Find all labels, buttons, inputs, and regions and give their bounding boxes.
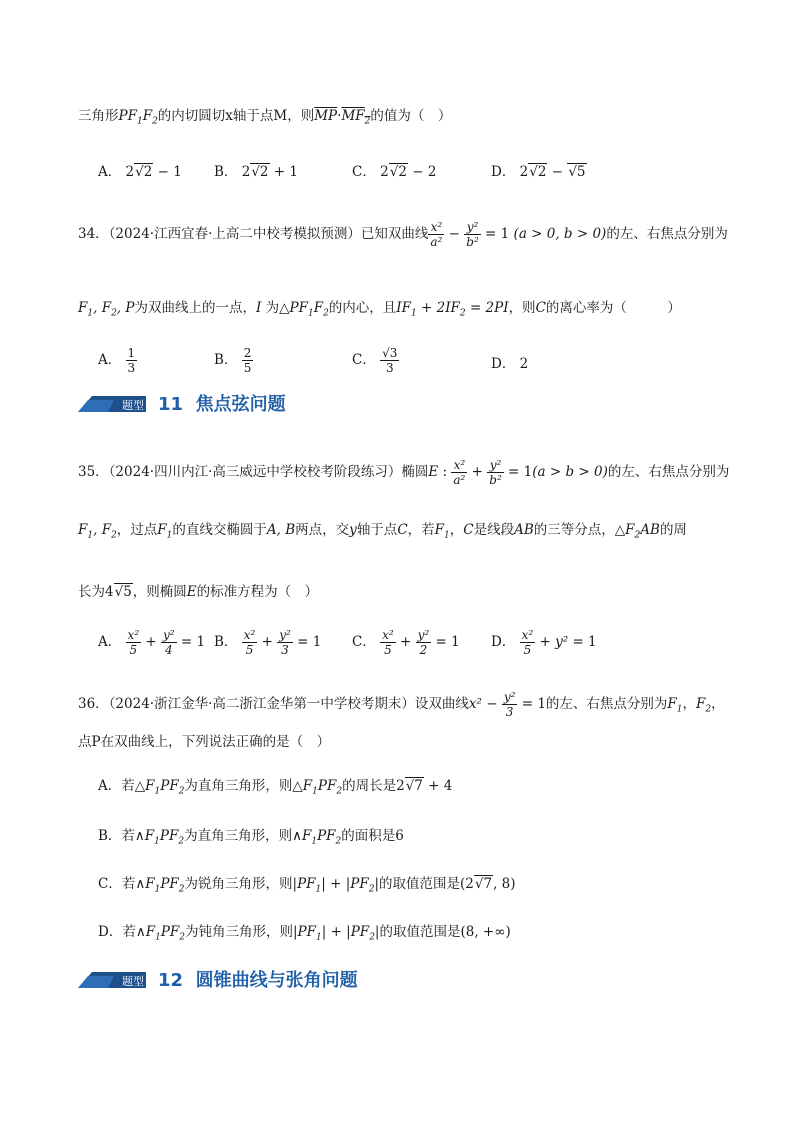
q34-option-a[interactable]: A． $\frac{1}{3}$ — [98, 346, 136, 375]
section-tag-icon — [78, 972, 146, 988]
q33-stem: 三角形$PF_1F_2$的内切圆切x轴于点M，则$\overline{MP}\cdot MF_2$的值为（ ） — [78, 108, 452, 127]
q33-option-c[interactable]: C． 2√2 − 2 — [352, 164, 437, 180]
q35-option-a[interactable]: A． $\frac{\text{x²}}{5}$ + $\frac{\text{y²}}{4}$ = 1 — [98, 628, 206, 657]
svg-text:题型: 题型 — [122, 975, 144, 988]
q33-options — [98, 160, 738, 182]
svg-text:题型: 题型 — [122, 399, 144, 412]
q36-option-c[interactable]: C．若$\wedge F_1PF_2$为锐角三角形，则$|PF_1| + |PF_2|$的取值范围是(2√7, 8) — [98, 876, 516, 895]
q34-option-d[interactable]: D． 2 — [491, 356, 529, 372]
q36-stem-line2: 点P在双曲线上，下列说法正确的是（ ） — [78, 734, 331, 750]
q35-option-b[interactable]: B． $\frac{\text{x²}}{5}$ + $\frac{\text{y²}}{3}$ = 1 — [214, 628, 322, 657]
q36-stem: 36．（2024·浙江金华·高二浙江金华第一中学校考期末）设双曲线x² − $\frac{\text{y²}}{3}$ = 1的左、右焦点分别为$F_1$，$F_2$， — [78, 690, 725, 719]
q35-option-d[interactable]: D． $\frac{\text{x²}}{5}$ + y² = 1 — [491, 628, 597, 657]
q33-option-d[interactable]: D． 2√2 − √5 — [491, 164, 586, 180]
q36-option-b[interactable]: B．若$\wedge F_1PF_2$为直角三角形，则$\wedge F_1PF_2$的面积是6 — [98, 828, 404, 847]
q34-options — [98, 346, 738, 380]
q35-stem: 35．（2024·四川内江·高三威远中学校校考阶段练习）椭圆E : $\frac{\text{x²}}{\text{a²}}$ + $\frac{\text{y²}}{\text{b²}}$ = 1(a > b > 0)的左、右焦点分别为 — [78, 458, 730, 487]
q36-option-a[interactable]: A．若$\triangle F_1PF_2$为直角三角形，则$\triangle F_1PF_2$的周长是2√7 + 4 — [98, 778, 453, 797]
q33-option-a[interactable]: A． 2√2 − 1 — [98, 164, 182, 180]
q33-option-b[interactable]: B． 2√2 + 1 — [214, 164, 298, 180]
q35-options — [98, 628, 738, 662]
q36-option-d[interactable]: D．若$\wedge F_1PF_2$为钝角三角形，则$|PF_1| + |PF_2|$的取值范围是(8, +∞) — [98, 924, 511, 943]
q34-option-c[interactable]: C． $\frac{√3}{3}$ — [352, 346, 398, 375]
q34-stem-line2: $F_1$, $F_2$, P为双曲线上的一点，I 为$\triangle PF_1F_2$的内心，且$IF_1 + 2IF_2 = 2PI$，则C的离心率为（ ） — [78, 300, 681, 319]
q35-option-c[interactable]: C． $\frac{\text{x²}}{5}$ + $\frac{\text{y²}}{2}$ = 1 — [352, 628, 460, 657]
q35-stem-line2: $F_1$, $F_2$，过点$F_1$的直线交椭圆于A, B两点，交y轴于点C，若$F_1$，C是线段AB的三等分点，$\triangle F_2AB$的周 — [78, 522, 687, 541]
q35-stem-line3: 长为4√5，则椭圆E的标准方程为（ ） — [78, 584, 319, 600]
section-tag-icon — [78, 396, 146, 412]
q34-option-b[interactable]: B． $\frac{2}{5}$ — [214, 346, 252, 375]
q34-stem: 34．（2024·江西宜春·上高二中校考模拟预测）已知双曲线 $\frac{\text{x²}}{\text{a²}}$ − $\frac{\text{y²}}{\text{b²}}$ = 1 (a > 0, b > 0)的左、右焦点分别为 — [78, 220, 728, 249]
